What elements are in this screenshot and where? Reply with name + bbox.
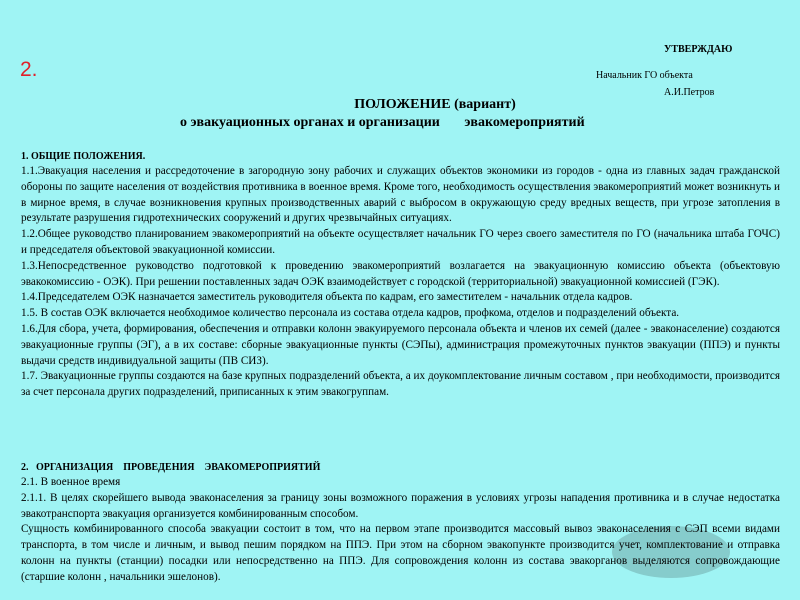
paragraph-2-1: 2.1. В военное время [21,476,121,488]
paragraph-1-5: 1.5. В состав ОЭК включается необходимое количество персонала из состава отдела кадров, профкома, отделов и подразделений объекта. [21,307,680,320]
section-2-body [21,475,780,586]
paragraph-1-2: 1.2.Общее руководство планированием эвакомероприятий на объекте осуществляет начальник ГО через своего заместителя по ГО (начальника штаба ГОЧС) и председателя объектовой эвакуационной комиссии. [21,228,780,256]
signer-name: А.И.Петров [664,87,715,98]
paragraph-2-1-1: 2.1.1. В целях скорейшего вывода эваконаселения за границу зоны возможного поражения в условиях угрозы нападения противника и в случае недостатка эвакотранспорта эвакуация организуется комбинированным способом. [21,491,780,520]
section-1-heading: 1. ОБЩИЕ ПОЛОЖЕНИЯ. [21,151,146,162]
paragraph-2-essence: Сущность комбинированного способа эвакуации состоит в том, что на первом этапе производится массовый вывоз эваконаселения с СЭП всеми видами транспорта, в том числе и личным, и вывод пешим порядком на ППЭ. При этом на сборном эвакопункте производится учет, комплектование и отправка колонн на пункты (станции) посадки или непосредственно на ППЭ. Для сопровождения колонн из состава эвакорганов выделяются сопровождающие (старшие колонн , начальники эшелонов). [21,523,780,583]
paragraph-1-7: 1.7. Эвакуационные группы создаются на базе крупных подразделений объекта, а их доукомплектование личным составом , при необходимости, производится за счет персонала других подразделений, приписанных к этим эвакогруппам. [21,370,780,399]
slide-number: 2. [20,58,38,81]
paragraph-1-6: 1.6.Для сбора, учета, формирования, обеспечения и отправки колонн эвакуируемого персонала объекта и членов их семей (далее - эваконаселение) создаются эвакуационные группы (ЭГ), а в их составе: сборные эвакуационные пункты (СЭПы), администрация промежуточных пунктов эвакуации (ППЭ) и пункты выдачи средств индивидуальной защиты (ПВ СИЗ). [21,322,780,367]
document-title: ПОЛОЖЕНИЕ (вариант) [354,97,516,112]
chief-title: Начальник ГО объекта [596,70,693,81]
approval-label: УТВЕРЖДАЮ [664,44,733,55]
section-1-body [21,164,780,401]
paragraph-1-4: 1.4.Председателем ОЭК назначается заместитель руководителя объекта по кадрам, его заместителем - начальник отдела кадров. [21,291,633,304]
document-subtitle: о эвакуационных органах и организации эвакомероприятий [180,115,585,130]
paragraph-1-1: 1.1.Эвакуация населения и рассредоточение в загородную зону рабочих и служащих объектов экономики из городов - одна из главных задач гражданской обороны по защите населения от воздействия противника в военное время. Кроме того, необходимость осуществления эвакомероприятий может возникнуть и в мирное время, в случае возникновения крупных производственных аварий с выбросом в окружающую среду вредных веществ, при угрозе затопления в результате разрушения гидротехнических сооружений и других чрезвычайных ситуациях. [21,165,780,225]
section-2-heading: 2. ОРГАНИЗАЦИЯ ПРОВЕДЕНИЯ ЭВАКОМЕРОПРИЯТИЙ [21,462,321,473]
paragraph-1-3: 1.3.Непосредственное руководство подготовкой к проведению эвакомероприятий возлагается на эвакуационную комиссию объекта (объектовую эвакокомиссию - ОЭК). При решении поставленных задач ОЭК взаимодействует с городской (территориальной) эвакуационной комиссией (ГЭК). [21,259,780,288]
